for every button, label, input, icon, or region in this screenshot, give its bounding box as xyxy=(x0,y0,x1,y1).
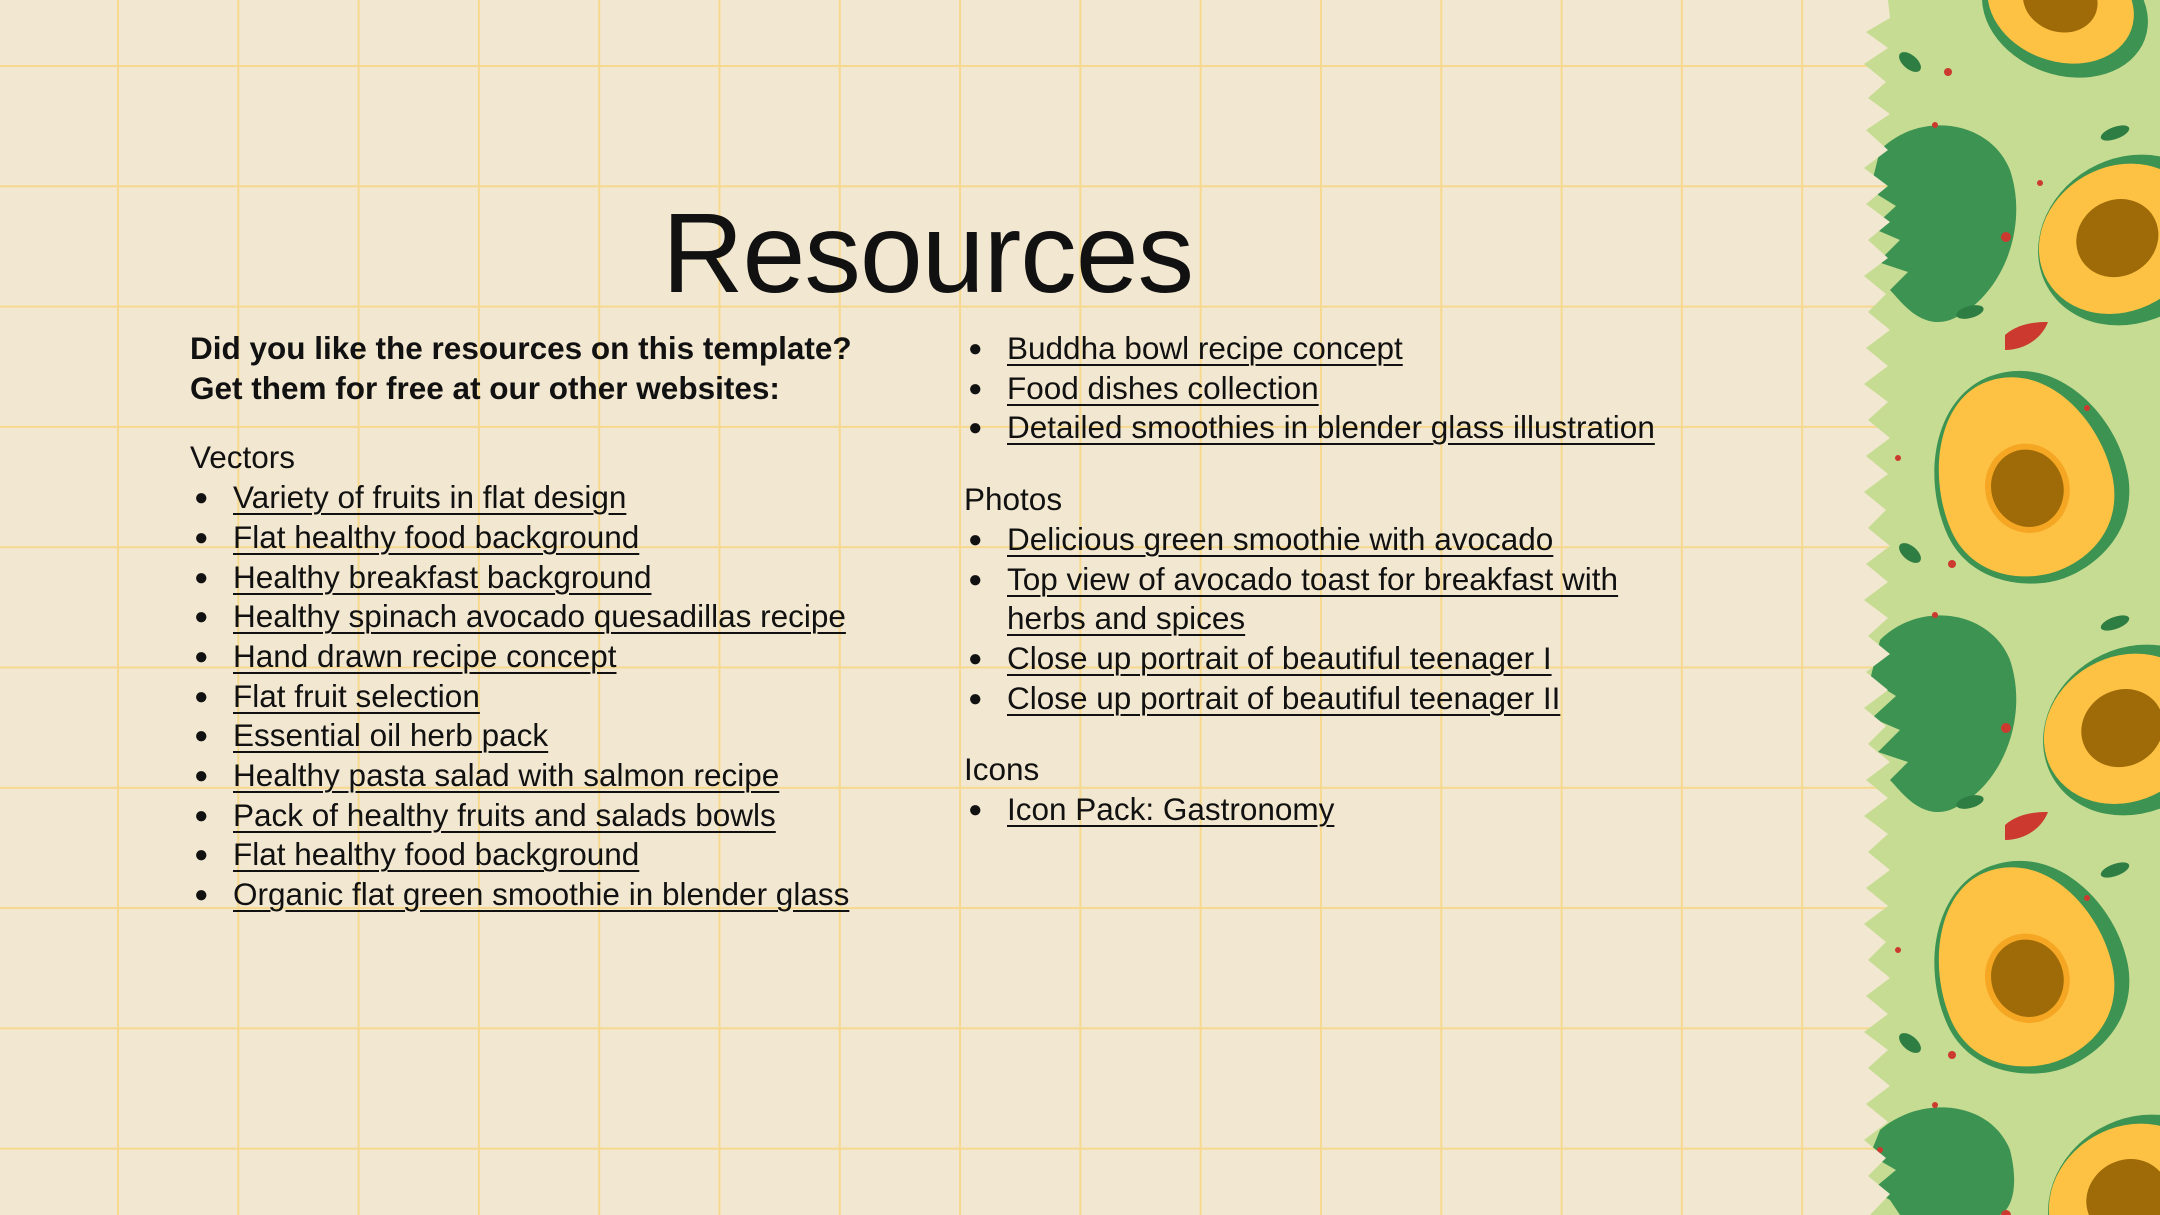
avocado-pattern-icon xyxy=(1860,0,2160,1215)
resource-link[interactable]: Top view of avocado toast for breakfast with herbs and spices xyxy=(1007,560,1619,637)
intro-line-1: Did you like the resources on this template? xyxy=(190,330,852,366)
intro-text xyxy=(190,329,960,408)
list-item xyxy=(190,716,960,756)
resource-link[interactable]: Healthy breakfast background xyxy=(233,558,652,595)
resource-link[interactable]: Buddha bowl recipe concept xyxy=(1007,330,1403,366)
list-item xyxy=(964,369,1704,409)
bullet-icon: ● xyxy=(194,801,209,829)
bullet-icon: ● xyxy=(968,796,983,824)
resource-link[interactable]: Flat fruit selection xyxy=(233,677,480,714)
vectors-list-continued xyxy=(964,329,1704,448)
bullet-icon: ● xyxy=(968,525,983,553)
resource-link[interactable]: Close up portrait of beautiful teenager II xyxy=(1007,679,1561,716)
list-item xyxy=(190,478,960,518)
list-item xyxy=(190,677,960,717)
list-item xyxy=(964,560,1704,639)
bullet-icon: ● xyxy=(194,881,209,909)
section-heading-photos: Photos xyxy=(964,481,1063,518)
bullet-icon: ● xyxy=(194,642,209,670)
bullet-icon: ● xyxy=(968,414,983,442)
bullet-icon: ● xyxy=(194,523,209,551)
bullet-icon: ● xyxy=(968,374,983,402)
resource-link[interactable]: Close up portrait of beautiful teenager I xyxy=(1007,639,1552,676)
list-item xyxy=(190,558,960,598)
vectors-list xyxy=(190,478,960,915)
bullet-icon: ● xyxy=(968,565,983,593)
page-title: Resources xyxy=(661,190,1194,316)
resource-link[interactable]: Detailed smoothies in blender glass illustration xyxy=(1007,409,1655,446)
list-item xyxy=(964,329,1704,369)
list-item xyxy=(964,679,1704,719)
resource-link[interactable]: Hand drawn recipe concept xyxy=(233,637,617,674)
list-item xyxy=(964,520,1704,560)
resource-link[interactable]: Healthy spinach avocado quesadillas recipe xyxy=(233,598,846,635)
icons-list xyxy=(964,790,1704,830)
section-heading-icons: Icons xyxy=(964,751,1040,788)
bullet-icon: ● xyxy=(194,603,209,631)
resource-link[interactable]: Food dishes collection xyxy=(1007,369,1319,406)
bullet-icon: ● xyxy=(194,762,209,790)
list-item xyxy=(190,518,960,558)
photos-list xyxy=(964,520,1704,719)
resource-link[interactable]: Essential oil herb pack xyxy=(233,717,549,754)
bullet-icon: ● xyxy=(194,563,209,591)
list-item xyxy=(190,597,960,637)
resource-link[interactable]: Organic flat green smoothie in blender glass xyxy=(233,876,850,913)
resource-link[interactable]: Pack of healthy fruits and salads bowls xyxy=(233,796,776,833)
list-item xyxy=(964,639,1704,679)
resource-link[interactable]: Flat healthy food background xyxy=(233,518,640,555)
list-item xyxy=(190,756,960,796)
bullet-icon: ● xyxy=(968,644,983,672)
resource-link[interactable]: Flat healthy food background xyxy=(233,836,640,873)
resources-column-right xyxy=(964,329,1704,830)
resources-column-left xyxy=(190,329,960,915)
resource-link[interactable]: Delicious green smoothie with avocado xyxy=(1007,520,1554,557)
intro-line-2: Get them for free at our other websites: xyxy=(190,369,780,406)
list-item xyxy=(190,796,960,836)
resource-link[interactable]: Icon Pack: Gastronomy xyxy=(1007,791,1335,828)
resource-link[interactable]: Variety of fruits in flat design xyxy=(233,479,627,516)
list-item xyxy=(190,835,960,875)
list-item xyxy=(964,408,1704,448)
bullet-icon: ● xyxy=(194,841,209,869)
bullet-icon: ● xyxy=(194,484,209,512)
section-heading-vectors: Vectors xyxy=(190,439,296,476)
bullet-icon: ● xyxy=(194,682,209,710)
list-item xyxy=(190,637,960,677)
bullet-icon: ● xyxy=(968,335,983,362)
list-item xyxy=(964,790,1704,830)
bullet-icon: ● xyxy=(968,684,983,712)
bullet-icon: ● xyxy=(194,722,209,750)
resource-link[interactable]: Healthy pasta salad with salmon recipe xyxy=(233,757,780,794)
list-item xyxy=(190,875,960,915)
